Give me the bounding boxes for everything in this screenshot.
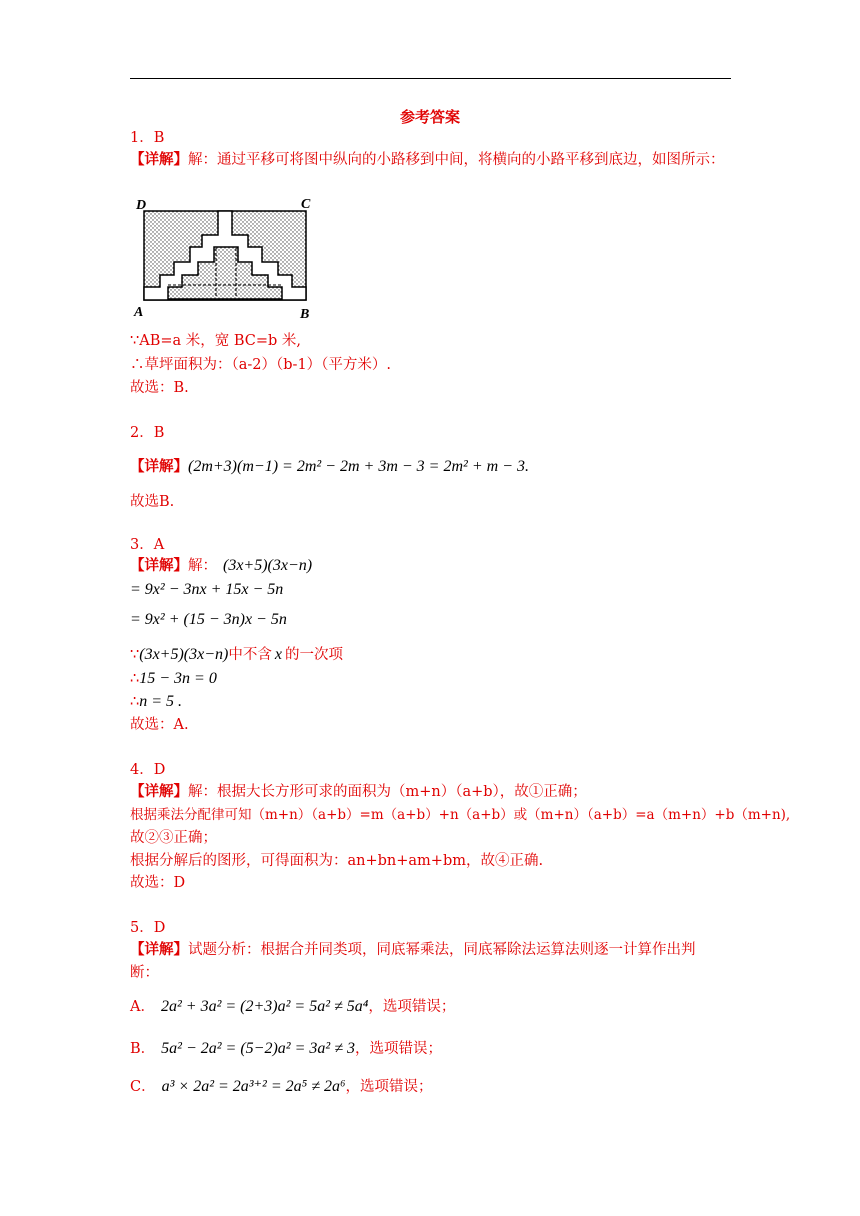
- because-symbol: ∵: [130, 647, 140, 663]
- q2-expression: (2m+3)(m−1) = 2m² − 2m + 3m − 3 = 2m² + m − 3.: [188, 458, 529, 475]
- therefore-symbol: ∴: [130, 671, 140, 687]
- q3-answer: 3．A: [130, 537, 165, 553]
- q3-choice: 故选：A.: [130, 717, 189, 733]
- q4-choice: 故选：D: [130, 875, 186, 891]
- q2-answer: 2．B: [130, 425, 165, 441]
- q2-choice: 故选B.: [130, 494, 175, 510]
- q4-line-1: 解：根据大长方形可求的面积为（m+n）（a+b），故①正确；: [188, 784, 587, 800]
- q3-because-tail: 的一次项: [284, 647, 343, 663]
- detail-tag: 【详解】: [130, 151, 188, 168]
- q1-explanation: [130, 150, 725, 170]
- detail-tag: 【详解】: [130, 941, 188, 958]
- q5-line-2: 断：: [130, 965, 159, 981]
- q3-therefore-1: [130, 669, 217, 689]
- q2-explanation: [130, 457, 529, 477]
- q3-because-var: x: [274, 646, 282, 663]
- therefore-symbol: ∴: [130, 694, 140, 710]
- detail-tag: 【详解】: [130, 557, 188, 574]
- q3-solution-label: 解：: [188, 558, 217, 574]
- q3-therefore-2: [130, 692, 182, 712]
- q5-line-1: 试题分析：根据合并同类项，同底幂乘法，同底幂除法运算法则逐一计算作出判: [188, 942, 696, 958]
- q5-option-b: [130, 1039, 442, 1059]
- q3-explanation: [130, 556, 312, 576]
- q1-result: ∴草坪面积为：（a-2）（b-1）（平方米）.: [130, 357, 392, 373]
- q5-option-a-expr: 2a² + 3a² = (2+3)a² = 5a² ≠ 5a⁴: [160, 998, 369, 1015]
- page-title: 参考答案: [399, 108, 460, 126]
- q1-lawn-figure: [130, 193, 320, 321]
- q5-option-c: [130, 1077, 433, 1097]
- option-label: B．: [130, 1041, 156, 1057]
- q3-expr-3: = 9x² + (15 − 3n)x − 5n: [130, 611, 287, 628]
- header-rule: [130, 78, 731, 79]
- q3-because-expr: (3x+5)(3x−n): [139, 646, 229, 663]
- label-c: C: [301, 197, 311, 212]
- q5-option-b-tail: ，选项错误；: [354, 1041, 442, 1057]
- q3-expr-1: (3x+5)(3x−n): [223, 557, 313, 574]
- q5-option-c-expr: a³ × 2a² = 2a³⁺² = 2a⁵ ≠ 2a⁶: [161, 1078, 346, 1095]
- q1-choice: 故选：B.: [130, 380, 189, 396]
- q3-therefore-expr-1: 15 − 3n = 0: [139, 670, 217, 687]
- q5-option-a-tail: ，选项错误；: [368, 999, 456, 1015]
- q5-option-a: [130, 997, 455, 1017]
- q4-line-4: 根据分解后的图形，可得面积为：an+bn+am+bm，故④正确.: [130, 853, 544, 869]
- label-a: A: [134, 305, 144, 320]
- option-label: C．: [130, 1079, 156, 1095]
- option-label: A．: [130, 999, 155, 1015]
- q5-answer: 5．D: [130, 920, 166, 936]
- q1-answer: 1．B: [130, 130, 165, 146]
- q4-explanation: [130, 782, 587, 802]
- label-b: B: [300, 307, 310, 321]
- q3-therefore-expr-2: n = 5 .: [139, 693, 183, 710]
- q5-option-c-tail: ，选项错误；: [345, 1079, 433, 1095]
- q5-explanation: [130, 940, 696, 960]
- q1-explanation-text: 解：通过平移可将图中纵向的小路移到中间，将横向的小路平移到底边，如图所示：: [188, 152, 725, 168]
- q3-expr-2: = 9x² − 3nx + 15x − 5n: [130, 581, 284, 598]
- label-d: D: [136, 198, 147, 213]
- q3-because-text: 中不含: [228, 647, 272, 663]
- q4-line-2: 根据乘法分配律可知（m+n）（a+b）=m（a+b）+n（a+b）或（m+n）（a+b）=a（m+n）+b（m+n),: [130, 807, 791, 823]
- q4-answer: 4．D: [130, 762, 166, 778]
- detail-tag: 【详解】: [130, 783, 188, 800]
- q4-line-3: 故②③正确；: [130, 830, 217, 846]
- q5-option-b-expr: 5a² − 2a² = (5−2)a² = 3a² ≠ 3: [161, 1040, 355, 1057]
- q3-because-line: [130, 645, 343, 665]
- detail-tag: 【详解】: [130, 458, 188, 475]
- q1-given: ∵AB=a 米，宽 BC=b 米,: [130, 333, 302, 349]
